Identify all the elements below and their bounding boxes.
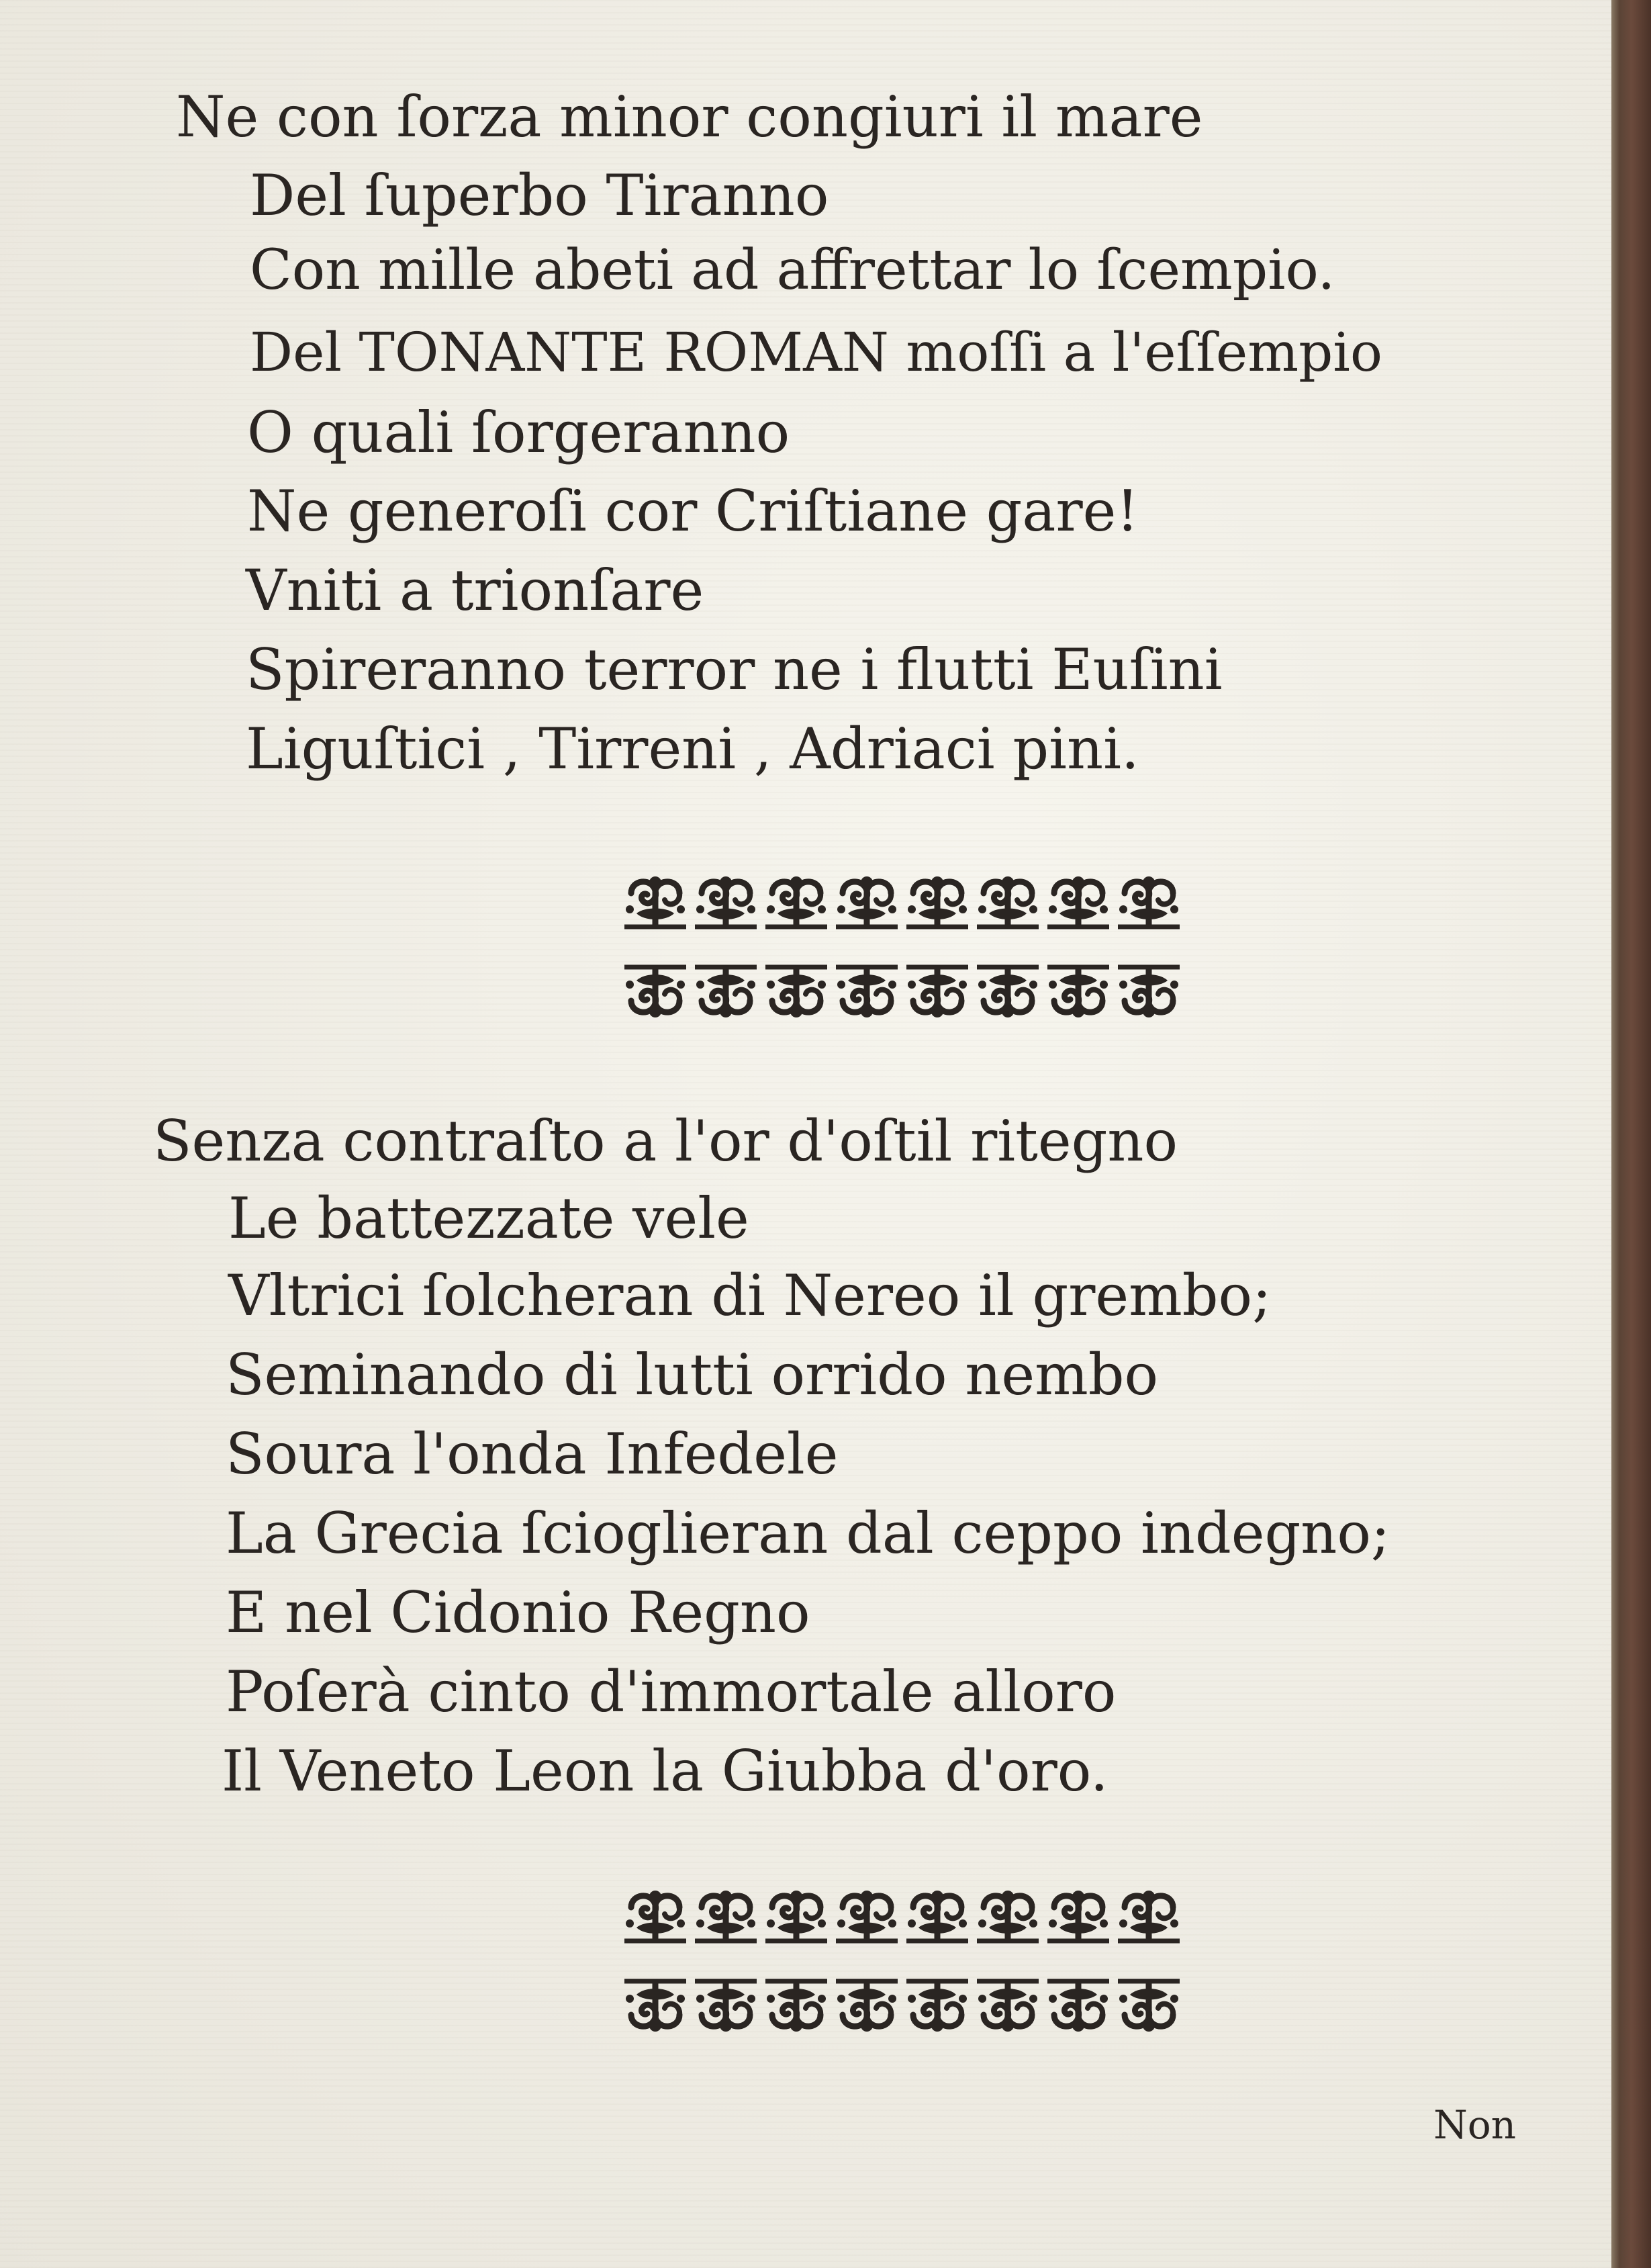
verse-line: Con mille abeti ad affrettar lo ſcempio. (250, 238, 1335, 302)
verse-line: Seminando di lutti orrido nembo (226, 1342, 1159, 1408)
verse-line: Liguſtici , Tirreni , Adriaci pini. (246, 716, 1139, 782)
verse-line: Senza contraſto a l'or d'oſtil ritegno (153, 1108, 1178, 1174)
verse-line: Spireranno terror ne i flutti Euſini (246, 637, 1223, 702)
verse-line: Il Veneto Leon la Giubba d'oro. (222, 1738, 1108, 1804)
verse-line: Soura l'onda Infedele (226, 1421, 839, 1487)
verse-line: O quali ſorgeranno (247, 400, 790, 465)
verse-line: Vniti a trionſare (246, 557, 704, 623)
verse-line: Del TONANTE ROMAN moſſi a l'eſſempio (250, 321, 1383, 383)
verse-line: Le battezzate vele (228, 1185, 749, 1251)
verse-line: Ne con ſorza minor congiuri il mare (176, 84, 1203, 150)
catchword: Non (1433, 2102, 1517, 2148)
page-edge (1611, 0, 1651, 2268)
verse-line: La Grecia ſcioglieran dal ceppo indegno; (226, 1500, 1390, 1566)
verse-line: Vltrici ſolcheran di Nereo il grembo; (228, 1263, 1272, 1328)
verse-line: Ne generoſi cor Criſtiane gare! (247, 478, 1139, 544)
verse-line: Poſerà cinto d'immortale alloro (226, 1659, 1117, 1725)
verse-line: E nel Cidonio Regno (226, 1580, 810, 1645)
verse-line: Del ſuperbo Tiranno (250, 163, 829, 228)
floral-fleuron-ornament-icon (611, 860, 1188, 1034)
floral-fleuron-ornament-icon (611, 1874, 1188, 2048)
